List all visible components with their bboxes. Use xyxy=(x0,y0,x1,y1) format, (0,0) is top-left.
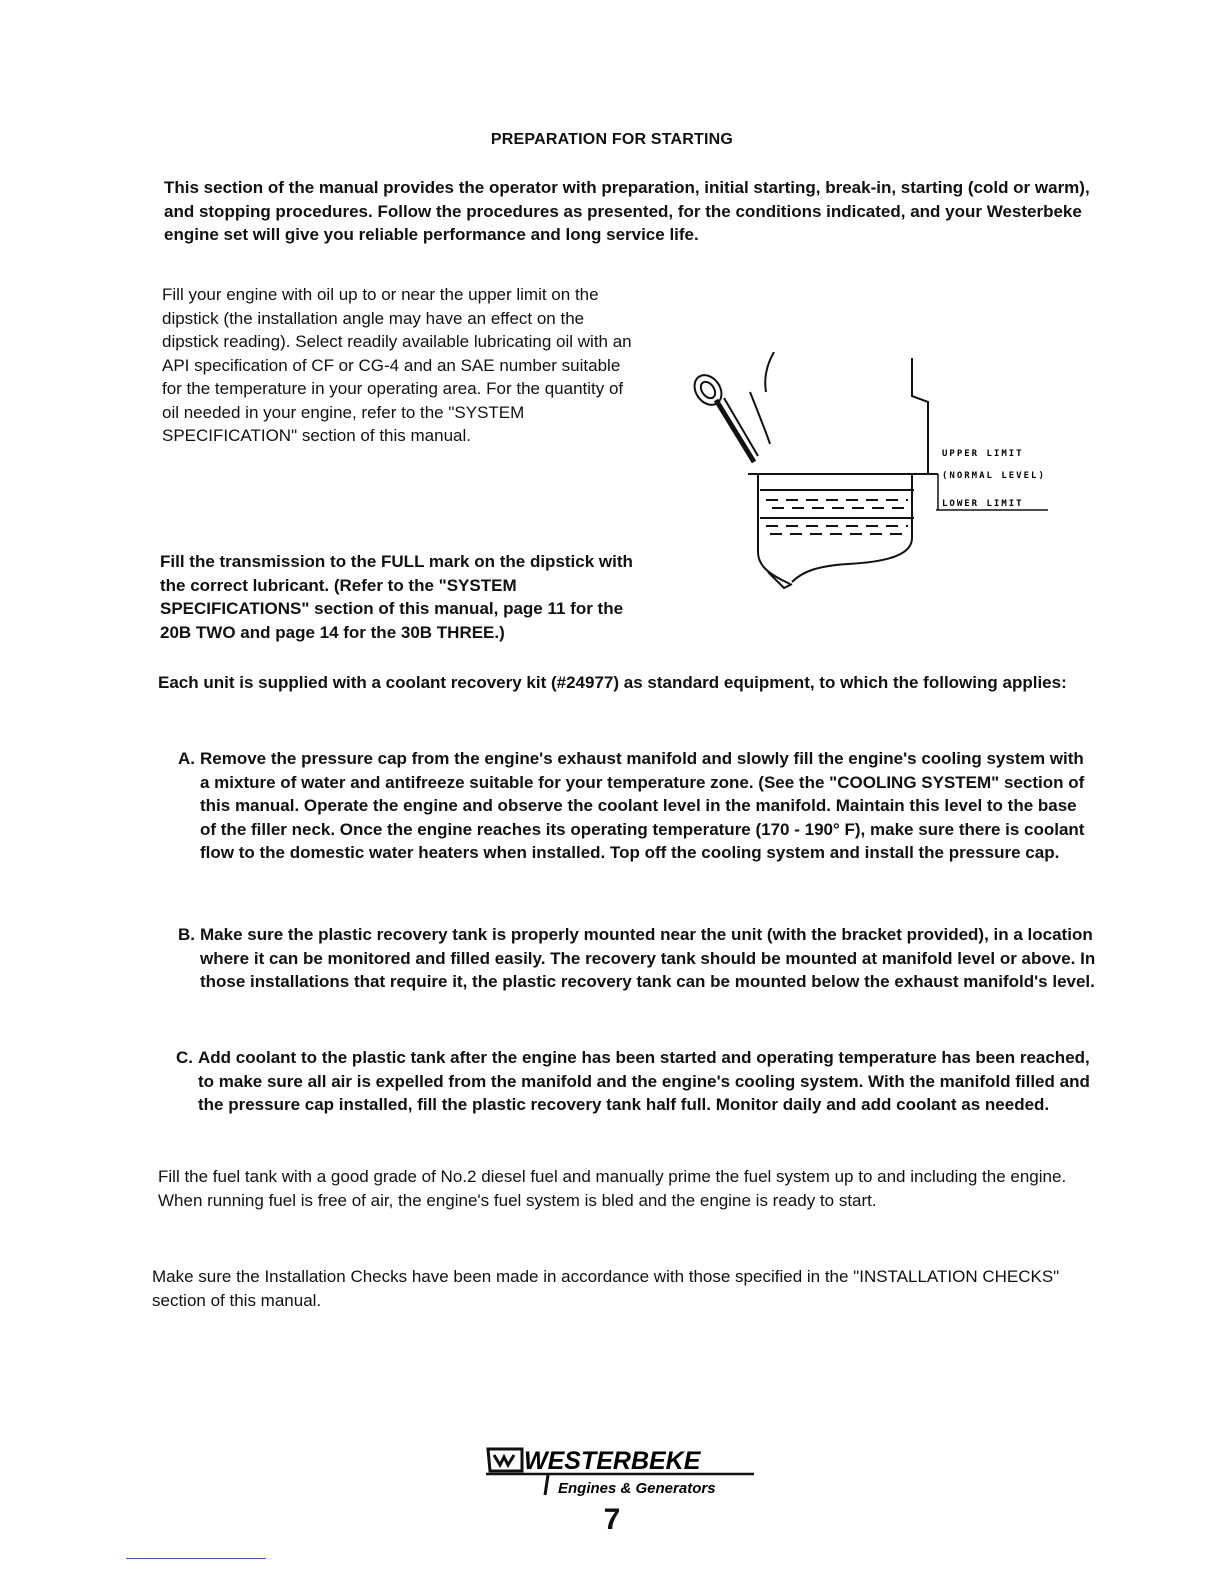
oil-paragraph: Fill your engine with oil up to or near the upper limit on the dipstick (the installation angle may have an effect on the dipstick reading). Select readily available lubricating oil with an API specification of CF or CG-4 and an SAE number suitable for the temperature in your operating area. For the quantity of oil needed in your engine, refer to the "SYSTEM SPECIFICATION" section of this manual. xyxy=(162,285,632,445)
footer-divider xyxy=(126,1558,266,1559)
list-item-a xyxy=(178,747,1096,865)
list-item-letter: C. xyxy=(176,1048,193,1067)
fuel-paragraph: Fill the fuel tank with a good grade of No.2 diesel fuel and manually prime the fuel system up to and including the engine. When running fuel is free of air, the engine's fuel system is bled and the engine is ready to start. xyxy=(158,1167,1067,1210)
coolant-intro-paragraph: Each unit is supplied with a coolant recovery kit (#24977) as standard equipment, to which the following applies: xyxy=(158,673,1067,692)
list-item-letter: B. xyxy=(178,925,195,944)
upper-limit-label: UPPER LIMIT xyxy=(942,449,1024,459)
dipstick-diagram xyxy=(688,352,1088,602)
lower-limit-label: LOWER LIMIT xyxy=(942,499,1024,509)
page-number: 7 xyxy=(603,1503,621,1536)
list-item-b xyxy=(178,923,1096,994)
installation-checks-paragraph: Make sure the Installation Checks have been made in accordance with those specified in the "INSTALLATION CHECKS" section of this manual. xyxy=(152,1267,1060,1310)
dipstick-illustration xyxy=(688,352,1088,602)
page-title: PREPARATION FOR STARTING xyxy=(490,131,734,148)
list-item-text: Remove the pressure cap from the engine's exhaust manifold and slowly fill the engine's cooling system with a mixture of water and antifreeze suitable for your temperature zone. (See the "COOLING SYSTEM" section of this manual. Operate the engine and observe the coolant level in the manifold. Maintain this level to the base of the filler neck. Once the engine reaches its operating temperature (170 - 190° F), make sure there is coolant flow to the domestic water heaters when installed. Top off the cooling system and install the pressure cap. xyxy=(200,749,1085,862)
logo-brand: WESTERBEKE xyxy=(524,1447,701,1475)
transmission-paragraph: Fill the transmission to the FULL mark on the dipstick with the correct lubricant. (Refer to the "SYSTEM SPECIFICATIONS" section of this manual, page 11 for the 20B TWO and page 14 for the 30B THREE.) xyxy=(160,552,633,642)
westerbeke-logo-mark xyxy=(484,1445,754,1501)
logo-tagline: Engines & Generators xyxy=(558,1480,716,1497)
intro-paragraph: This section of the manual provides the operator with preparation, initial starting, break-in, starting (cold or warm), and stopping procedures. Follow the procedures as presented, for the conditions indicated, and your Westerbeke engine set will give you reliable performance and long service life. xyxy=(164,178,1090,244)
normal-level-label: (NORMAL LEVEL) xyxy=(942,471,1046,481)
westerbeke-logo xyxy=(484,1445,754,1501)
list-item-text: Add coolant to the plastic tank after the engine has been started and operating temperature has been reached, to make sure all air is expelled from the manifold and the engine's cooling system. With the manifold filled and the pressure cap installed, fill the plastic recovery tank half full. Monitor daily and add coolant as needed. xyxy=(198,1048,1090,1114)
list-item-letter: A. xyxy=(178,749,195,768)
list-item-text: Make sure the plastic recovery tank is properly mounted near the unit (with the bracket provided), in a location where it can be monitored and filled easily. The recovery tank should be mounted at manifold level or above. In those installations that require it, the plastic recovery tank can be mounted below the exhaust manifold's level. xyxy=(200,925,1096,991)
list-item-c xyxy=(176,1046,1096,1117)
